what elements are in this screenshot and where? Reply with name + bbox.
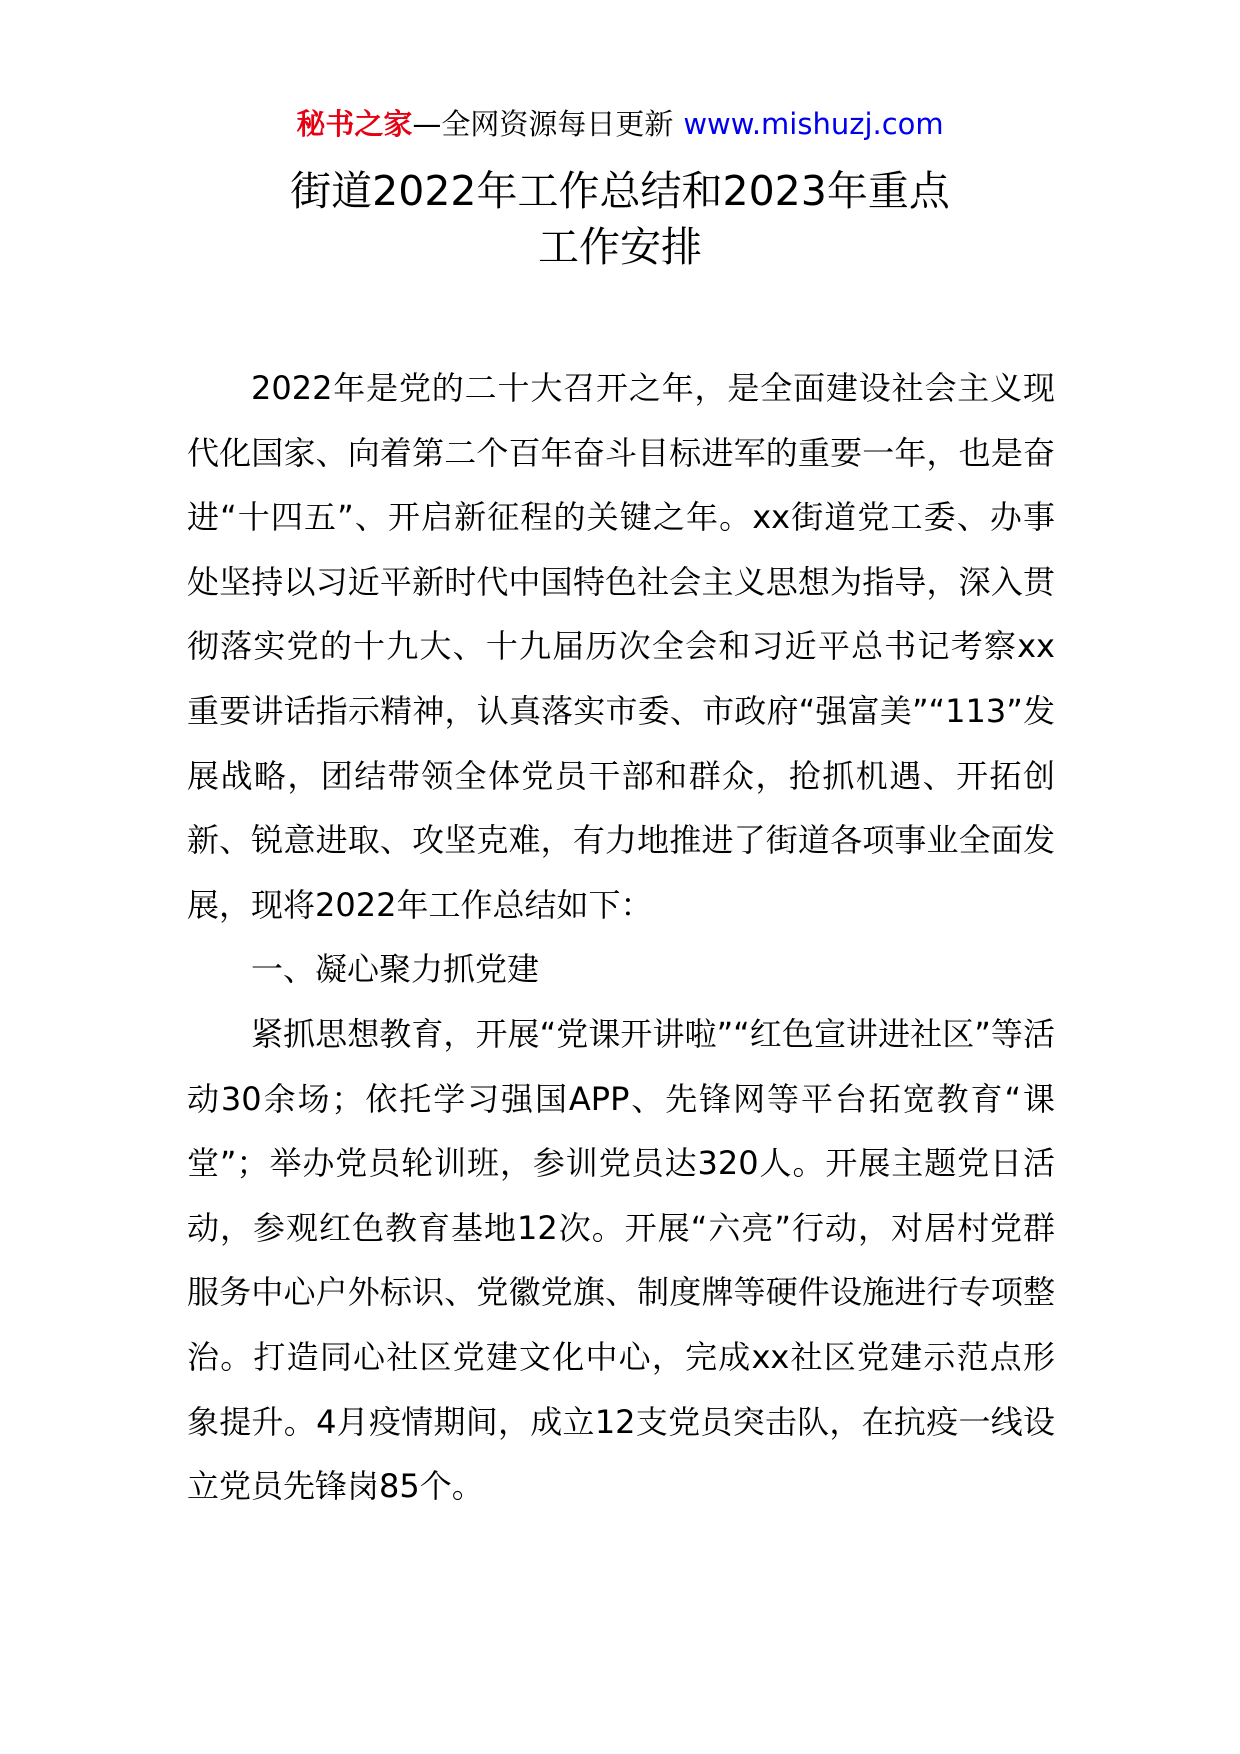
intro-paragraph: 2022年是党的二十大召开之年，是全面建设社会主义现代化国家、向着第二个百年奋斗目标进军的重要一年，也是奋进“十四五”、开启新征程的关键之年。xx街道党工委、办事处坚持以习近平新时代中国特色社会主义思想为指导，深入贯彻落实党的十九大、十九届历次全会和习近平总书记考察xx重要讲话指示精神，认真落实市委、市政府“强富美”“113”发展战略，团结带领全体党员干部和群众，抢抓机遇、开拓创新、锐意进取、攻坚克难，有力地推进了街道各项事业全面发展，现将2022年工作总结如下： <box>187 369 1055 924</box>
brand-name: 秘书之家 <box>296 107 413 141</box>
section-heading: 一、凝心聚力抓党建 <box>251 950 540 989</box>
site-header <box>0 104 1240 144</box>
site-slogan: —全网资源每日更新 <box>412 107 674 141</box>
title-line-1: 街道2022年工作总结和2023年重点 <box>290 167 950 215</box>
document-title <box>0 163 1240 275</box>
section-paragraph: 紧抓思想教育，开展“党课开讲啦”“红色宣讲进社区”等活动30余场；依托学习强国APP、先锋网等平台拓宽教育“课堂”；举办党员轮训班，参训党员达320人。开展主题党日活动，参观红色教育基地12次。开展“六亮”行动，对居村党群服务中心户外标识、党徽党旗、制度牌等硬件设施进行专项整治。打造同心社区党建文化中心，完成xx社区党建示范点形象提升。4月疫情期间，成立12支党员突击队，在抗疫一线设立党员先锋岗85个。 <box>187 1014 1055 1506</box>
title-line-2: 工作安排 <box>538 223 702 271</box>
site-url-link[interactable]: www.mishuzj.com <box>683 107 944 141</box>
document-body <box>187 356 1055 1519</box>
